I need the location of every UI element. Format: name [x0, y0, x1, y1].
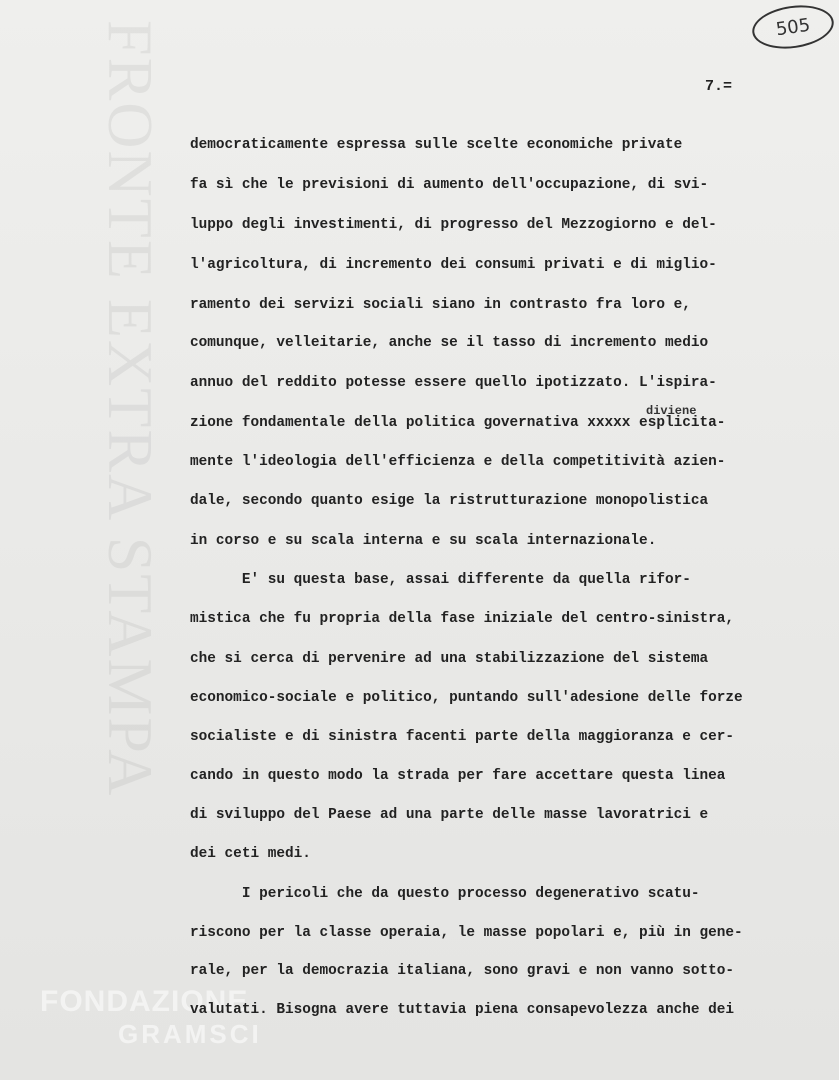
text-line: ramento dei servizi sociali siano in contrasto fra loro e, [190, 297, 691, 313]
text-line: E' su questa base, assai differente da quella rifor- [190, 572, 691, 588]
text-line: comunque, velleitarie, anche se il tasso di incremento medio [190, 335, 709, 351]
vertical-watermark: FRONTE EXTRA STAMPA [95, 20, 166, 798]
text-line: in corso e su scala interna e su scala internazionale. [190, 533, 657, 549]
handwritten-insertion: diviene [646, 404, 697, 418]
text-line: l'agricoltura, di incremento dei consumi privati e di miglio- [190, 257, 717, 273]
archive-stamp: 505 [749, 0, 836, 53]
logo-line-2: GRAMSCI [118, 1019, 262, 1049]
text-line: cando in questo modo la strada per fare accettare questa linea [190, 768, 726, 784]
text-line: luppo degli investimenti, di progresso del Mezzogiorno e del- [190, 217, 717, 233]
text-line: zione fondamentale della politica governativa xxxxx esplicita- [190, 415, 726, 431]
text-line: mente l'ideologia dell'efficienza e della competitività azien- [190, 454, 726, 470]
text-line: rale, per la democrazia italiana, sono gravi e non vanno sotto- [190, 963, 735, 979]
text-line: mistica che fu propria della fase iniziale del centro-sinistra, [190, 611, 735, 627]
text-line: valutati. Bisogna avere tuttavia piena consapevolezza anche dei [190, 1002, 735, 1018]
text-line: socialiste e di sinistra facenti parte della maggioranza e cer- [190, 729, 735, 745]
text-line: democraticamente espressa sulle scelte economiche private [190, 137, 683, 153]
logo-line-1: FONDAZIONE [40, 985, 249, 1018]
text-line: economico-sociale e politico, puntando sull'adesione delle forze [190, 690, 743, 706]
text-line: dale, secondo quanto esige la ristrutturazione monopolistica [190, 493, 709, 509]
text-line: riscono per la classe operaia, le masse popolari e, più in gene- [190, 925, 743, 941]
text-line: dei ceti medi. [190, 846, 311, 862]
text-line: fa sì che le previsioni di aumento dell'occupazione, di svi- [190, 177, 709, 193]
text-line: I pericoli che da questo processo degenerativo scatu- [190, 886, 700, 902]
page-number: 7.= [705, 78, 733, 95]
text-line: di sviluppo del Paese ad una parte delle masse lavoratrici e [190, 807, 709, 823]
text-line: che si cerca di pervenire ad una stabilizzazione del sistema [190, 651, 709, 667]
text-line: annuo del reddito potesse essere quello ipotizzato. L'ispira- [190, 375, 717, 391]
